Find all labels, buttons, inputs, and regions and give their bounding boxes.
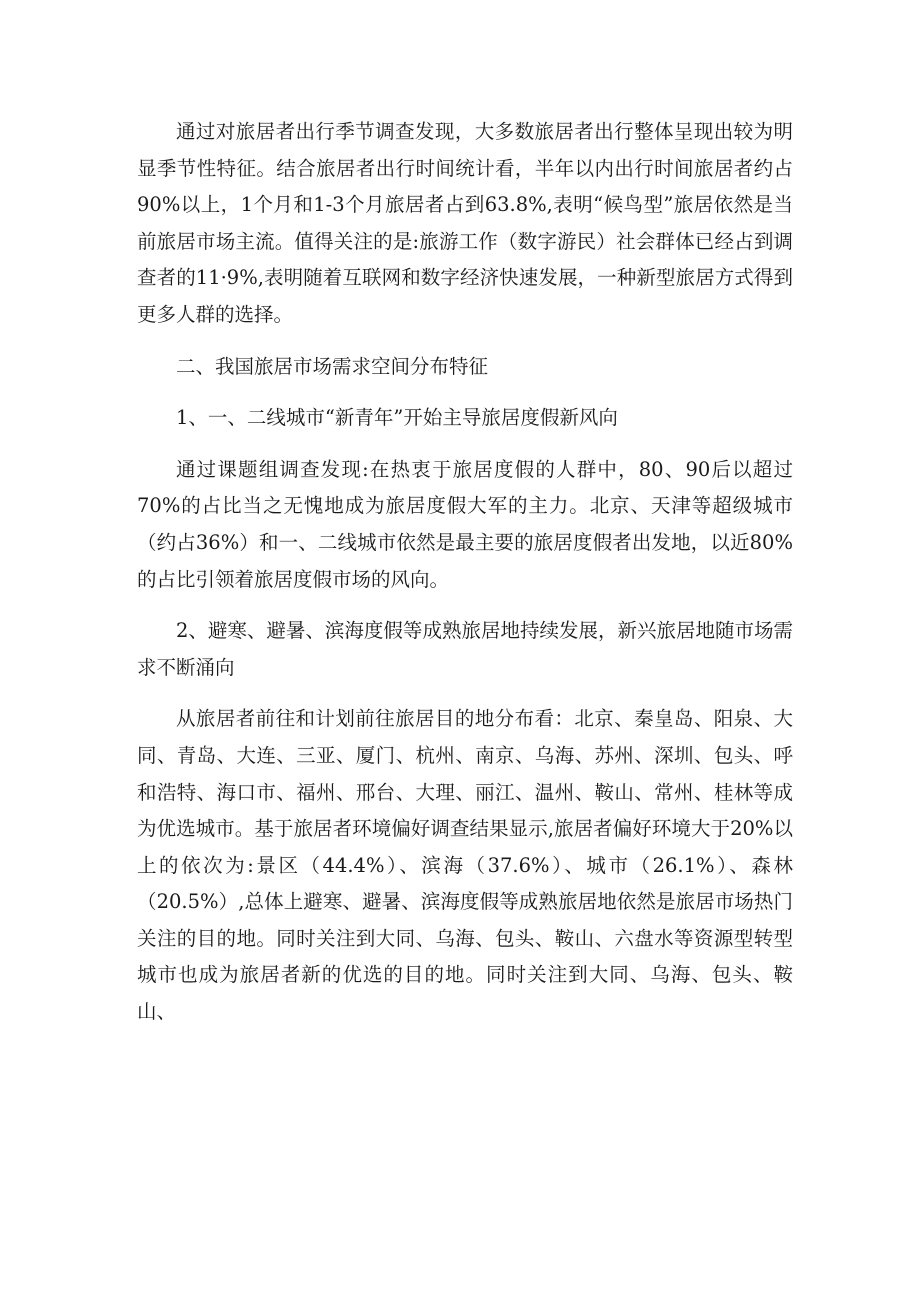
paragraph-survey-findings: 通过课题组调查发现:在热衷于旅居度假的人群中，80、90后以超过70%的占比当之无愧地成为旅居度假大军的主力。北京、天津等超级城市（约占36%）和一、二线城市依然是最主要的旅居度假者出发地，以近80%的占比引领着旅居度假市场的风向。 bbox=[137, 457, 793, 591]
subheading-new-youth: 1、一、二线城市“新青年”开始主导旅居度假新风向 bbox=[176, 406, 618, 430]
section-heading-spatial-distribution: 二、我国旅居市场需求空间分布特征 bbox=[176, 354, 489, 378]
subheading-mature-destinations: 2、避寒、避暑、滨海度假等成熟旅居地持续发展，新兴旅居地随市场需求不断涌向 bbox=[137, 619, 793, 679]
paragraph-seasonal-travel: 通过对旅居者出行季节调查发现，大多数旅居者出行整体呈现出较为明显季节性特征。结合旅居者出行时间统计看，半年以内出行时间旅居者约占90%以上，1个月和1-3个月旅居者占到63.8%,表明“候鸟型”旅居依然是当前旅居市场主流。值得关注的是:旅游工作（数字游民）社会群体已经占到调查者的11·9%,表明随着互联网和数字经济快速发展，一种新型旅居方式得到更多人群的选择。 bbox=[137, 120, 793, 326]
document-body bbox=[137, 114, 793, 1046]
paragraph-destination-distribution: 从旅居者前往和计划前往旅居目的地分布看：北京、秦皇岛、阳泉、大同、青岛、大连、三亚、厦门、杭州、南京、乌海、苏州、深圳、包头、呼和浩特、海口市、福州、邢台、大理、丽江、温州、鞍山、常州、桂林等成为优选城市。基于旅居者环境偏好调查结果显示,旅居者偏好环境大于20%以上的依次为:景区（44.4%）、滨海（37.6%）、城市（26.1%）、森林（20.5%）,总体上避寒、避暑、滨海度假等成熟旅居地依然是旅居市场热门关注的目的地。同时关注到大同、乌海、包头、鞍山、六盘水等资源型转型城市也成为旅居者新的优选的目的地。同时关注到大同、乌海、包头、鞍山、 bbox=[137, 707, 793, 1024]
